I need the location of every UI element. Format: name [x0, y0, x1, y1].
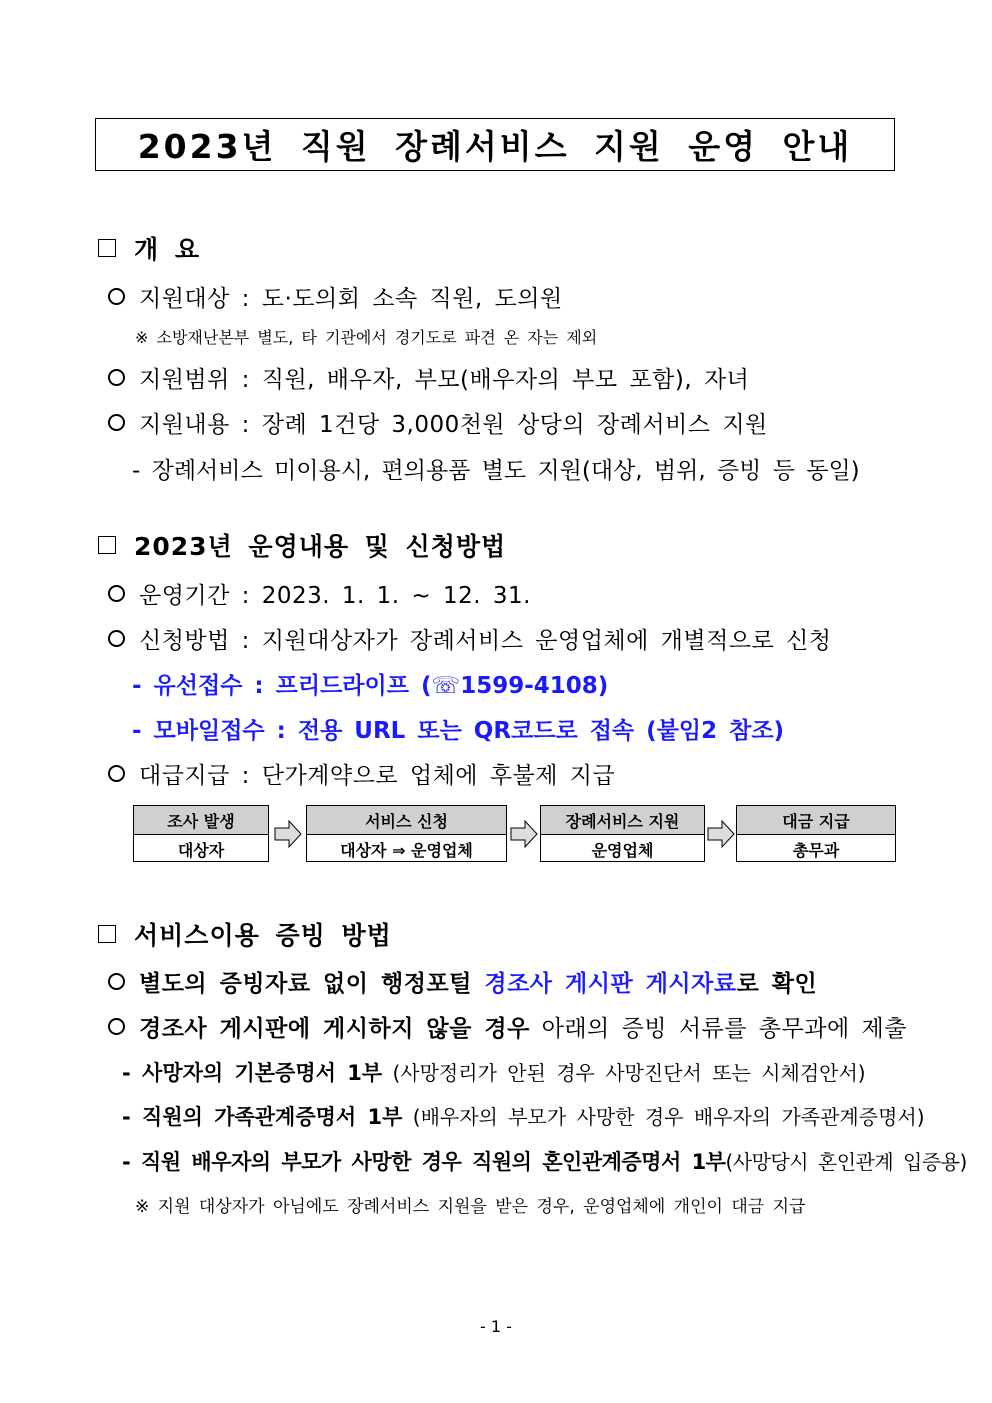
bullet-content — [108, 406, 768, 439]
bullet-text: 신청방법 : 지원대상자가 장례서비스 운영업체에 개별적으로 신청 — [139, 628, 832, 654]
circle-bullet-icon — [108, 1018, 125, 1035]
bullet-text: 지원대상 : 도·도의회 소속 직원, 도의원 — [139, 286, 563, 312]
circle-bullet-icon — [108, 369, 125, 386]
bullet-text: 아래의 증빙 서류를 총무과에 제출 — [529, 1016, 907, 1042]
step-head: 서비스 신청 — [307, 806, 506, 835]
flow-step — [133, 805, 269, 862]
arrow-right-icon — [274, 819, 302, 849]
flow-step — [540, 805, 705, 862]
doc-item — [122, 1101, 925, 1131]
circle-bullet-icon — [108, 288, 125, 305]
bullet-scope — [108, 361, 749, 394]
circle-bullet-icon — [108, 973, 125, 990]
section-heading: 서비스이용 증빙 방법 — [134, 921, 392, 950]
bullet-text-bold: 경조사 게시판에 게시하지 않을 경우 — [139, 1016, 530, 1042]
step-body: 대상자 ⇒ 운영업체 — [340, 840, 473, 860]
bullet-payment — [108, 757, 615, 790]
page-number: - 1 - — [480, 1317, 512, 1336]
bullet-text: 지원내용 : 장례 1건당 3,000천원 상당의 장례서비스 지원 — [139, 412, 768, 438]
bullet-method — [108, 622, 832, 655]
square-bullet-icon — [98, 536, 116, 554]
phone-apply: - 유선접수 : 프리드라이프 (☏1599-4108) — [132, 673, 609, 699]
dash-item: - 장례서비스 미이용시, 편의용품 별도 지원(대상, 범위, 증빙 등 동일) — [132, 458, 860, 484]
circle-bullet-icon — [108, 414, 125, 431]
doc-note: (사망정리가 안된 경우 사망진단서 또는 시체검안서) — [382, 1061, 866, 1085]
section-operation — [98, 527, 506, 563]
step-body: 대상자 — [177, 840, 225, 860]
doc-note: (배우자의 부모가 사망한 경우 배우자의 가족관계증명서) — [402, 1105, 925, 1129]
doc-item — [122, 1057, 866, 1087]
bullet-target — [108, 280, 563, 313]
bullet-text: 별도의 증빙자료 없이 행정포털 — [139, 971, 485, 997]
step-body: 총무과 — [792, 840, 840, 860]
circle-bullet-icon — [108, 765, 125, 782]
bullet-period — [108, 577, 531, 610]
step-head: 조사 발생 — [134, 806, 268, 835]
section-heading: 2023년 운영내용 및 신청방법 — [134, 532, 507, 561]
board-highlight: 경조사 게시판 게시자료 — [484, 971, 737, 997]
bullet-submit — [108, 1010, 907, 1043]
doc-name: - 직원의 가족관계증명서 1부 — [122, 1105, 403, 1129]
flow-step — [306, 805, 507, 862]
doc-name: - 사망자의 기본증명서 1부 — [122, 1061, 383, 1085]
section-proof — [98, 916, 392, 952]
page-title: 2023년 직원 장례서비스 지원 운영 안내 — [95, 118, 895, 171]
mobile-apply: - 모바일접수 : 전용 URL 또는 QR코드로 접속 (붙임2 참조) — [132, 718, 785, 744]
section-heading: 개 요 — [134, 235, 201, 264]
bullet-text: 대급지급 : 단가계약으로 업체에 후불제 지급 — [139, 763, 616, 789]
doc-note: (사망당시 혼인관계 입증용) — [725, 1150, 967, 1174]
step-head: 장례서비스 지원 — [541, 806, 704, 835]
doc-name: - 직원 배우자의 부모가 사망한 경우 직원의 혼인관계증명서 1부 — [122, 1150, 726, 1174]
arrow-right-icon — [510, 819, 538, 849]
bullet-text: 지원범위 : 직원, 배우자, 부모(배우자의 부모 포함), 자녀 — [139, 367, 750, 393]
bullet-portal — [108, 965, 817, 998]
step-head: 대금 지급 — [737, 806, 895, 835]
note-exclusion: ※ 소방재난본부 별도, 타 기관에서 경기도로 파견 온 자는 제외 — [135, 328, 598, 347]
circle-bullet-icon — [108, 585, 125, 602]
process-flow — [133, 805, 896, 862]
square-bullet-icon — [98, 925, 116, 943]
square-bullet-icon — [98, 239, 116, 257]
bullet-text: 운영기간 : 2023. 1. 1. ~ 12. 31. — [139, 583, 531, 609]
flow-step — [736, 805, 896, 862]
step-body: 운영업체 — [591, 840, 654, 860]
doc-item — [122, 1146, 967, 1176]
bullet-text: 로 확인 — [736, 971, 818, 997]
section-overview — [98, 230, 200, 266]
arrow-right-icon — [707, 819, 735, 849]
note-payment: ※ 지원 대상자가 아님에도 장례서비스 지원을 받은 경우, 운영업체에 개인이 대금 지급 — [135, 1197, 806, 1217]
circle-bullet-icon — [108, 630, 125, 647]
